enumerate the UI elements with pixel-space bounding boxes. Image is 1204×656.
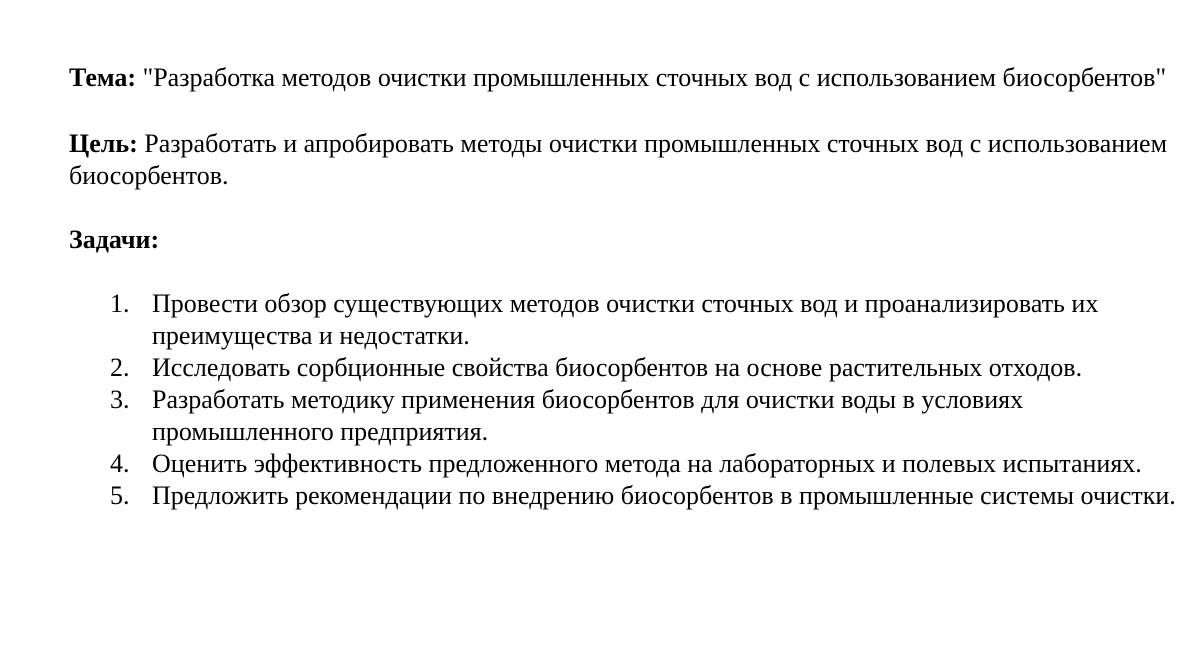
goal-label: Цель: [69,129,138,158]
tasks-heading [69,224,1179,256]
topic-label: Тема: [69,63,137,92]
task-number: 1. [110,289,130,318]
topic-text: "Разработка методов очистки промышленных сточных вод с использованием биосорбентов" [136,63,1167,92]
task-text: Исследовать сорбционные свойства биосорбентов на основе растительных отходов. [152,353,1083,382]
task-number: 4. [110,449,130,478]
document-body [69,62,1179,512]
task-item-1 [69,288,1179,352]
goal-text: Разработать и апробировать методы очистки промышленных сточных вод с использованием биосорбентов. [69,129,1168,190]
task-number: 2. [110,353,130,382]
task-number: 5. [110,481,130,510]
tasks-list [69,288,1179,512]
task-item-5 [69,480,1179,512]
task-text: Провести обзор существующих методов очистки сточных вод и проанализировать их преимущества и недостатки. [152,289,1099,350]
task-item-2 [69,352,1179,384]
task-item-4 [69,448,1179,480]
task-text: Разработать методику применения биосорбентов для очистки воды в условиях промышленного предприятия. [152,385,1024,446]
task-item-3 [69,384,1179,448]
goal-paragraph [69,128,1179,192]
task-text: Оценить эффективность предложенного метода на лабораторных и полевых испытаниях. [152,449,1142,478]
task-text: Предложить рекомендации по внедрению биосорбентов в промышленные системы очистки. [152,481,1176,510]
task-number: 3. [110,385,130,414]
topic-paragraph [69,62,1179,94]
tasks-label: Задачи: [69,225,160,254]
